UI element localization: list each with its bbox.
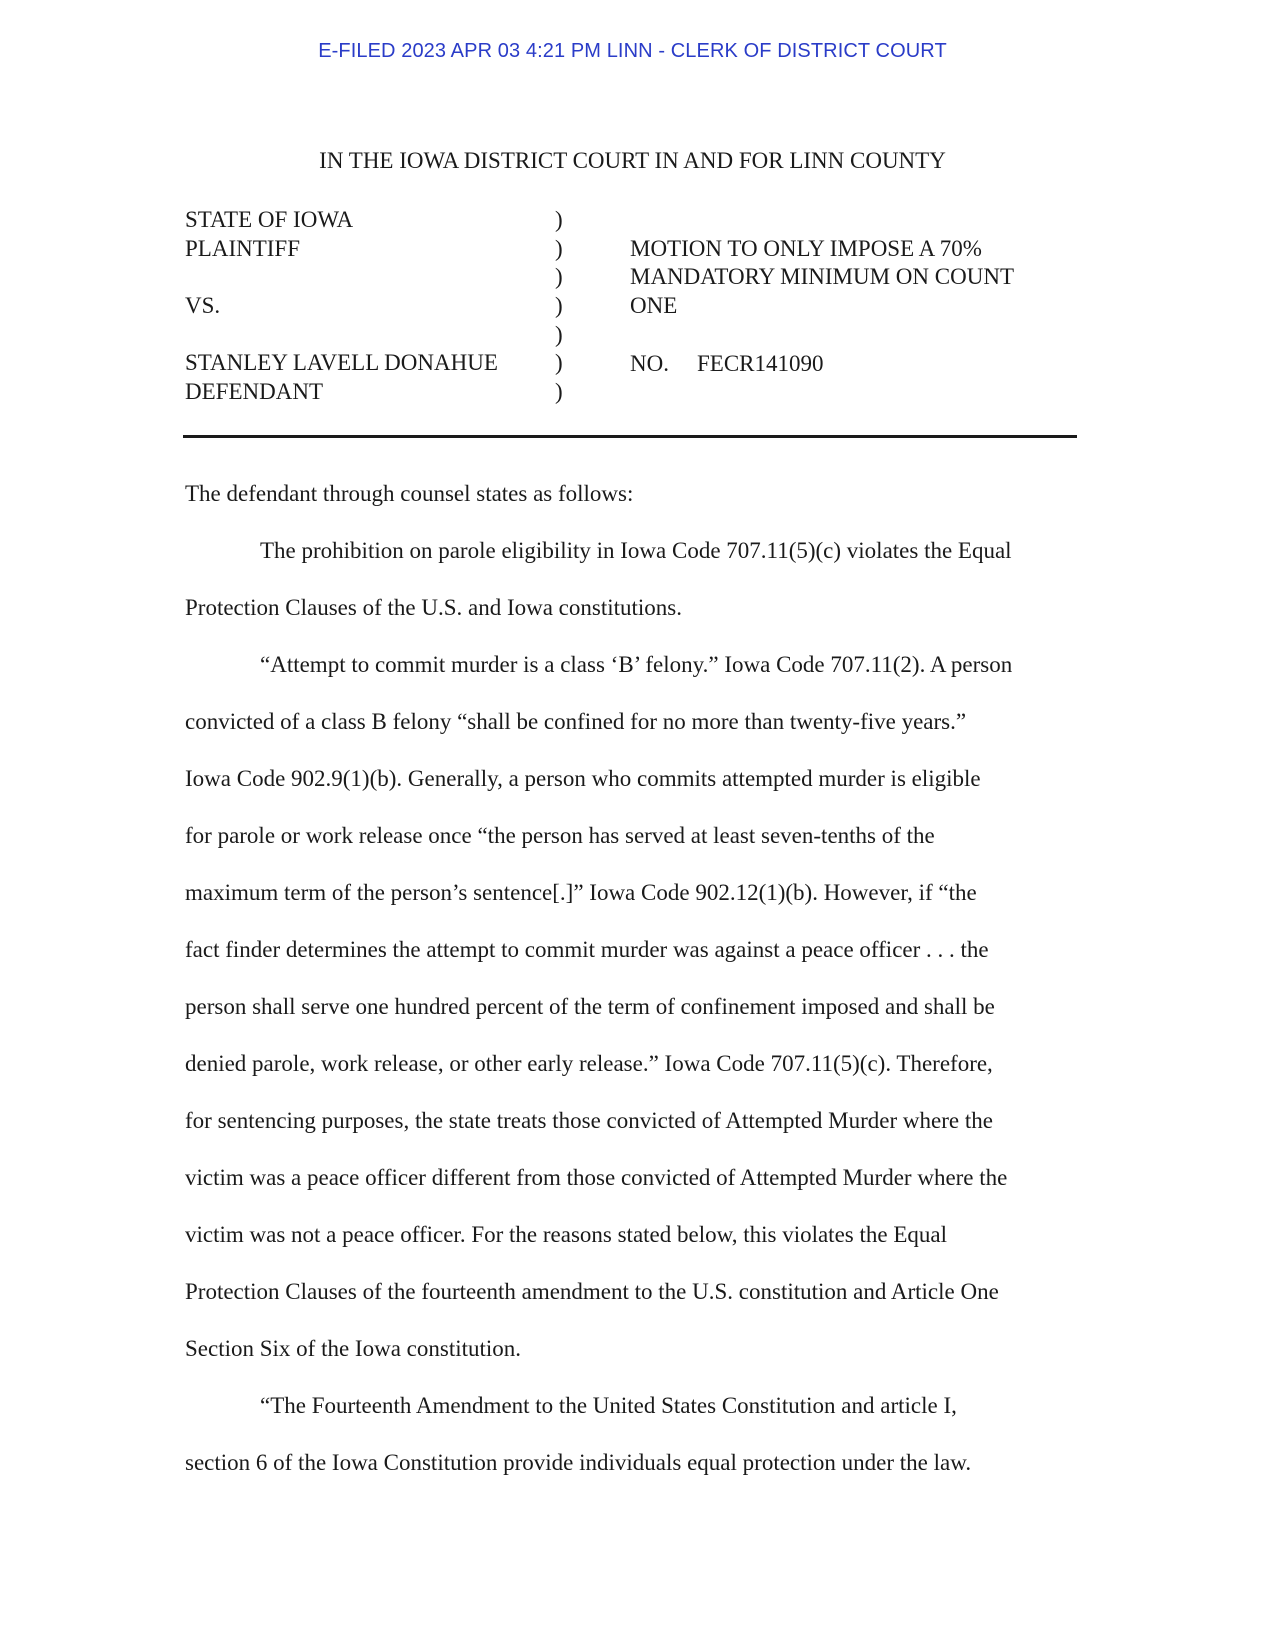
- motion-title: [630, 235, 1014, 321]
- body-line: “Attempt to commit murder is a class ‘B’ felony.” Iowa Code 707.11(2). A person: [260, 652, 1013, 677]
- caption-parenthesis: ): [555, 235, 563, 261]
- body-line: Protection Clauses of the U.S. and Iowa constitutions.: [185, 595, 682, 620]
- caption-blank-line: [185, 321, 498, 350]
- motion-title-line: MANDATORY MINIMUM ON COUNT: [630, 264, 1014, 290]
- case-number-label: NO.: [630, 350, 669, 376]
- caption-plaintiff-label: PLAINTIFF: [185, 235, 301, 261]
- caption-parenthesis: ): [555, 379, 563, 405]
- caption-parenthesis-column: [555, 206, 563, 407]
- caption-versus: VS.: [185, 293, 221, 319]
- caption-parenthesis: ): [555, 350, 563, 376]
- body-line: victim was a peace officer different from those convicted of Attempted Murder where the: [185, 1165, 1008, 1190]
- caption-plaintiff-name: STATE OF IOWA: [185, 207, 354, 232]
- body-line: section 6 of the Iowa Constitution provide individuals equal protection under the law.: [185, 1450, 972, 1475]
- body-line: victim was not a peace officer. For the reasons stated below, this violates the Equal: [185, 1222, 947, 1247]
- case-number: [630, 350, 824, 379]
- caption-parenthesis: ): [555, 264, 563, 290]
- caption-parenthesis: ): [555, 293, 563, 319]
- case-number-value: FECR141090: [696, 350, 824, 376]
- body-line: denied parole, work release, or other early release.” Iowa Code 707.11(5)(c). Therefore,: [185, 1051, 993, 1076]
- case-caption-parties: [185, 206, 498, 407]
- motion-title-line: ONE: [630, 293, 678, 319]
- body-line: The prohibition on parole eligibility in Iowa Code 707.11(5)(c) violates the Equal: [260, 538, 1012, 563]
- caption-defendant-name: STANLEY LAVELL DONAHUE: [185, 350, 498, 376]
- motion-body: [185, 465, 1075, 1491]
- body-line: convicted of a class B felony “shall be confined for no more than twenty-five years.”: [185, 709, 967, 734]
- caption-defendant-label: DEFENDANT: [185, 379, 323, 405]
- court-title: IN THE IOWA DISTRICT COURT IN AND FOR LINN COUNTY: [319, 148, 946, 173]
- body-line: for sentencing purposes, the state treats those convicted of Attempted Murder where the: [185, 1108, 993, 1133]
- body-line: for parole or work release once “the person has served at least seven-tenths of the: [185, 823, 935, 848]
- body-line: Protection Clauses of the fourteenth amendment to the U.S. constitution and Article One: [185, 1279, 999, 1304]
- motion-title-line: MOTION TO ONLY IMPOSE A 70%: [630, 235, 982, 261]
- caption-parenthesis: ): [555, 207, 563, 232]
- body-line: “The Fourteenth Amendment to the United States Constitution and article I,: [260, 1393, 957, 1418]
- body-line: The defendant through counsel states as follows:: [185, 481, 634, 506]
- body-line: maximum term of the person’s sentence[.]” Iowa Code 902.12(1)(b). However, if “the: [185, 880, 977, 905]
- body-line: fact finder determines the attempt to commit murder was against a peace officer . . . the: [185, 937, 989, 962]
- efiled-stamp: E-FILED 2023 APR 03 4:21 PM LINN - CLERK OF DISTRICT COURT: [318, 40, 947, 62]
- body-line: Iowa Code 902.9(1)(b). Generally, a person who commits attempted murder is eligible: [185, 766, 981, 791]
- caption-divider: [183, 435, 1077, 438]
- caption-blank-line: [185, 263, 498, 292]
- body-line: person shall serve one hundred percent of the term of confinement imposed and shall be: [185, 994, 995, 1019]
- caption-parenthesis: ): [555, 321, 563, 347]
- body-line: Section Six of the Iowa constitution.: [185, 1336, 522, 1361]
